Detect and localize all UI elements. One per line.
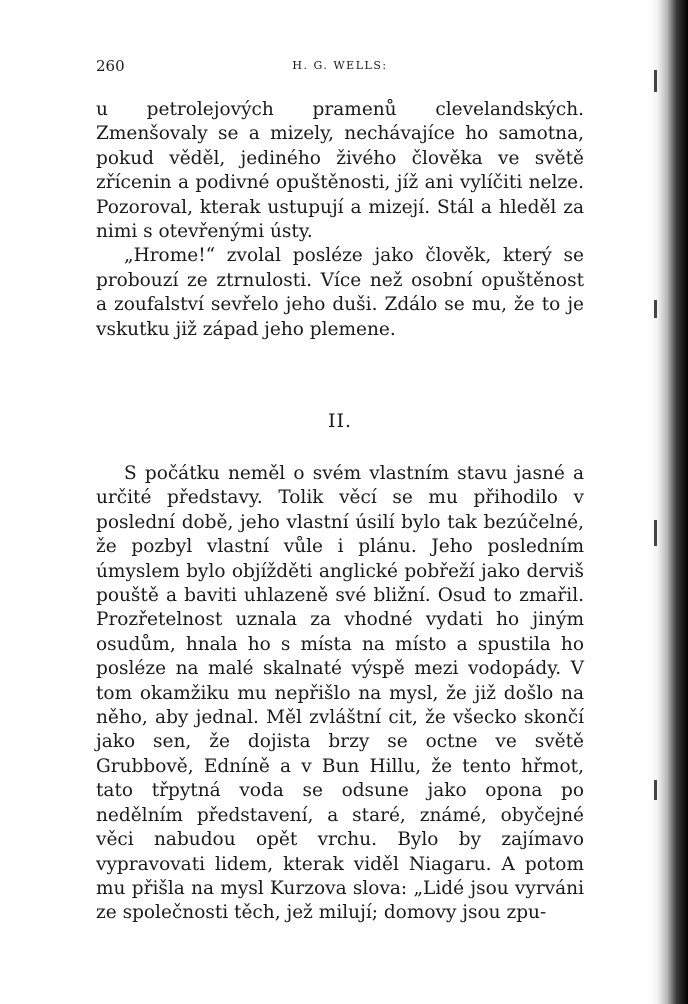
edge-mark xyxy=(654,780,657,800)
edge-mark xyxy=(654,70,657,92)
page-number: 260 xyxy=(96,57,125,75)
text-block-part1 xyxy=(96,98,584,342)
running-title: H. G. WELLS: xyxy=(292,59,388,72)
paragraph: S počátku neměl o svém vlastním stavu jasné a určité představy. Tolik věcí se mu přihodilo v poslední době, jeho vlastní úsilí bylo tak bezúčelné, že pozbyl vlastní vůle i plánu. Jeho posledním úmyslem bylo objížděti anglické pobřeží jako derviš pouště a baviti uhlazeně své bližní. Osud to zmařil. Prozřetelnost uznala za vhodné vydati ho jiným osudům, hnala ho s místa na místo a spustila ho posléze na malé skalnaté výspě mezi vodopády. V tom okamžiku mu nepřišlo na mysl, že již došlo na něho, aby jednal. Měl zvláštní cit, že všecko skončí jako sen, že dojista brzy se octne ve světě Grubbově, Edníně a v Bun Hillu, že tento hřmot, tato třpytná voda se odsune jako opona po nedělním představení, a staré, známé, obyčejné věci nabudou opět vrchu. Bylo by zajímavo vypravovati lidem, kterak viděl Niagaru. A potom mu přišla na mysl Kurzova slova: „Lidé jsou vyrváni ze společnosti těch, jež milují; domovy jsou zpu- xyxy=(96,463,584,924)
text-block-part2 xyxy=(96,462,584,926)
edge-mark xyxy=(654,300,657,318)
running-head xyxy=(96,57,584,77)
section-heading: II. xyxy=(327,410,353,432)
paragraph: u petrolejových pramenů clevelandských. Zmenšovaly se a mizely, nechávajíce ho samotna, pokud věděl, jediného živého člověka ve světě zřícenin a podivné opuštěnosti, jíž ani vylíčiti nelze. Pozoroval, kterak ustupují a mizejí. Stál a hleděl za nimi s otevřenými ústy. xyxy=(96,99,584,243)
edge-mark xyxy=(654,520,657,546)
paragraph: „Hrome!“ zvolal posléze jako člověk, který se probouzí ze ztrnulosti. Více než osobní opuštěnost a zoufalství sevřelo jeho duši. Zdálo se mu, že to je vskutku již západ jeho plemene. xyxy=(96,245,584,340)
page-edge-shadow xyxy=(650,0,688,1004)
